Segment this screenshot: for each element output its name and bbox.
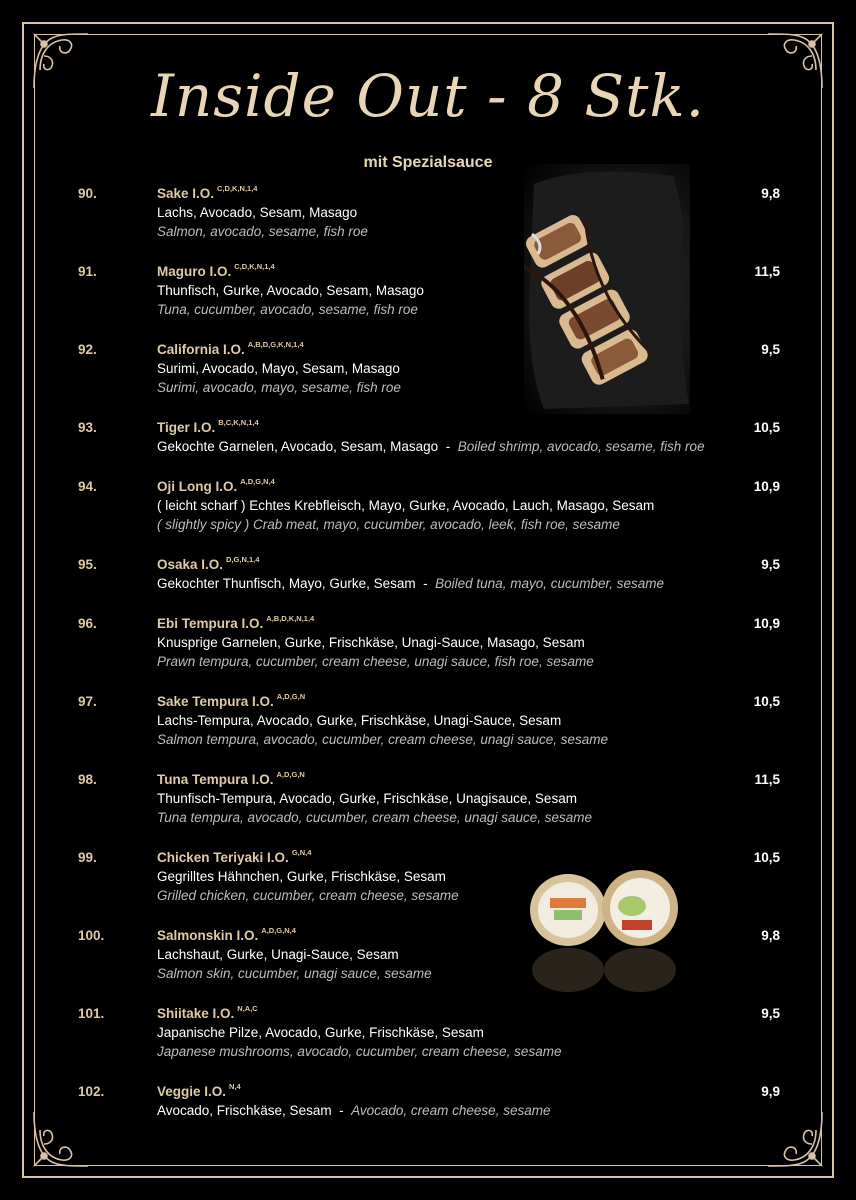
item-description: Gekochte Garnelen, Avocado, Sesam, Masago - Boiled shrimp, avocado, sesame, fish roe	[157, 439, 705, 454]
item-description-en: Surimi, avocado, mayo, sesame, fish roe	[157, 380, 401, 395]
item-name: Osaka I.O. $^{D,G,N,1,4}$	[157, 555, 260, 572]
item-description-en: Tuna, cucumber, avocado, sesame, fish roe	[157, 302, 418, 317]
item-price: 9,8	[761, 928, 780, 943]
allergen-codes: A,D,G,N	[276, 692, 306, 701]
item-name: Sake Tempura I.O. $^{A,D,G,N}$	[157, 692, 306, 709]
item-description-en: Salmon tempura, avocado, cucumber, cream cheese, unagi sauce, sesame	[157, 732, 608, 747]
item-name: Maguro I.O. $^{C,D,K,N,1,4}$	[157, 262, 275, 279]
item-description-en: ( slightly spicy ) Crab meat, mayo, cucumber, avocado, leek, fish roe, sesame	[157, 517, 620, 532]
item-number: 98.	[78, 772, 97, 787]
item-number: 90.	[78, 186, 97, 201]
item-price: 11,5	[754, 264, 780, 279]
item-name: Oji Long I.O. $^{A,D,G,N,4}$	[157, 477, 275, 494]
item-description-en: Salmon, avocado, sesame, fish roe	[157, 224, 368, 239]
item-number: 99.	[78, 850, 97, 865]
item-description-de: Surimi, Avocado, Mayo, Sesam, Masago	[157, 361, 400, 376]
item-price: 9,8	[761, 186, 780, 201]
item-price: 9,5	[761, 1006, 780, 1021]
item-price: 10,9	[753, 479, 780, 494]
item-name: Chicken Teriyaki I.O. $^{G,N,4}$	[157, 848, 312, 865]
item-number: 91.	[78, 264, 97, 279]
item-name: Ebi Tempura I.O. $^{A,B,D,K,N,1,4}$	[157, 614, 315, 631]
item-number: 102.	[78, 1084, 105, 1099]
allergen-codes: G,N,4	[291, 848, 312, 857]
item-name: Veggie I.O. $^{N,4}$	[157, 1082, 241, 1099]
item-price: 9,5	[761, 342, 780, 357]
menu-frame-inner	[34, 34, 822, 1166]
item-number: 95.	[78, 557, 97, 572]
item-price: 10,5	[753, 694, 780, 709]
item-description-de: Japanische Pilze, Avocado, Gurke, Frischkäse, Sesam	[157, 1025, 484, 1040]
item-description-en: Grilled chicken, cucumber, cream cheese, sesame	[157, 888, 459, 903]
item-description: Gekochter Thunfisch, Mayo, Gurke, Sesam - Boiled tuna, mayo, cucumber, sesame	[157, 576, 665, 591]
item-description-de: Lachshaut, Gurke, Unagi-Sauce, Sesam	[157, 947, 399, 962]
item-description-de: Lachs, Avocado, Sesam, Masago	[157, 205, 358, 220]
item-price: 10,9	[753, 616, 780, 631]
item-number: 96.	[78, 616, 97, 631]
item-description-en: Tuna tempura, avocado, cucumber, cream cheese, unagi sauce, sesame	[157, 810, 592, 825]
allergen-codes: A,D,G,N,4	[261, 926, 296, 935]
item-description-en: Boiled shrimp, avocado, sesame, fish roe	[457, 439, 705, 454]
item-description: Avocado, Frischkäse, Sesam - Avocado, cream cheese, sesame	[157, 1103, 551, 1118]
allergen-codes: C,D,K,N,1,4	[234, 262, 275, 271]
item-number: 100.	[78, 928, 105, 943]
allergen-codes: N,A,C	[237, 1004, 258, 1013]
item-price: 9,9	[761, 1084, 780, 1099]
item-description-en: Avocado, cream cheese, sesame	[351, 1103, 551, 1118]
allergen-codes: N,4	[229, 1082, 241, 1091]
maki-rolls-photo	[520, 862, 690, 1002]
sushi-rolls-photo	[524, 164, 690, 414]
item-price: 11,5	[754, 772, 780, 787]
ornament-corner-icon	[764, 1108, 826, 1170]
item-description-en: Boiled tuna, mayo, cucumber, sesame	[435, 576, 665, 591]
allergen-codes: A,B,D,K,N,1,4	[266, 614, 315, 623]
item-description-de: Thunfisch, Gurke, Avocado, Sesam, Masago	[157, 283, 424, 298]
item-number: 94.	[78, 479, 97, 494]
item-number: 97.	[78, 694, 97, 709]
allergen-codes: C,D,K,N,1,4	[217, 184, 258, 193]
allergen-codes: A,D,G,N,4	[240, 477, 275, 486]
item-description-de: Lachs-Tempura, Avocado, Gurke, Frischkäse, Unagi-Sauce, Sesam	[157, 713, 562, 728]
allergen-codes: D,G,N,1,4	[226, 555, 260, 564]
item-name: Sake I.O. $^{C,D,K,N,1,4}$	[157, 184, 258, 201]
item-name: Tuna Tempura I.O. $^{A,D,G,N}$	[157, 770, 305, 787]
item-description-de: Gegrilltes Hähnchen, Gurke, Frischkäse, Sesam	[157, 869, 446, 884]
item-number: 101.	[78, 1006, 105, 1021]
item-description-de: Thunfisch-Tempura, Avocado, Gurke, Frischkäse, Unagisauce, Sesam	[157, 791, 577, 806]
allergen-codes: B,C,K,N,1,4	[218, 418, 259, 427]
item-name: Salmonskin I.O. $^{A,D,G,N,4}$	[157, 926, 296, 943]
page-title: Inside Out - 8 Stk.	[150, 62, 706, 130]
allergen-codes: A,D,G,N	[276, 770, 305, 779]
item-name: California I.O. $^{A,B,D,G,K,N,1,4}$	[157, 340, 304, 357]
item-description-en: Japanese mushrooms, avocado, cucumber, cream cheese, sesame	[157, 1044, 562, 1059]
allergen-codes: A,B,D,G,K,N,1,4	[247, 340, 304, 349]
item-number: 92.	[78, 342, 97, 357]
item-description-de: ( leicht scharf ) Echtes Krebfleisch, Mayo, Gurke, Avocado, Lauch, Masago, Sesam	[157, 498, 655, 513]
item-number: 93.	[78, 420, 97, 435]
item-price: 10,5	[753, 850, 780, 865]
item-description-en: Prawn tempura, cucumber, cream cheese, unagi sauce, fish roe, sesame	[157, 654, 594, 669]
item-price: 9,5	[761, 557, 780, 572]
item-description-de: Knusprige Garnelen, Gurke, Frischkäse, Unagi-Sauce, Masago, Sesam	[157, 635, 585, 650]
ornament-corner-icon	[30, 1108, 92, 1170]
item-name: Shiitake I.O. $^{N,A,C}$	[157, 1004, 258, 1021]
item-name: Tiger I.O. $^{B,C,K,N,1,4}$	[157, 418, 259, 435]
page-subtitle: mit Spezialsauce	[363, 154, 493, 171]
item-description-en: Salmon skin, cucumber, unagi sauce, sesame	[157, 966, 432, 981]
item-price: 10,5	[753, 420, 780, 435]
